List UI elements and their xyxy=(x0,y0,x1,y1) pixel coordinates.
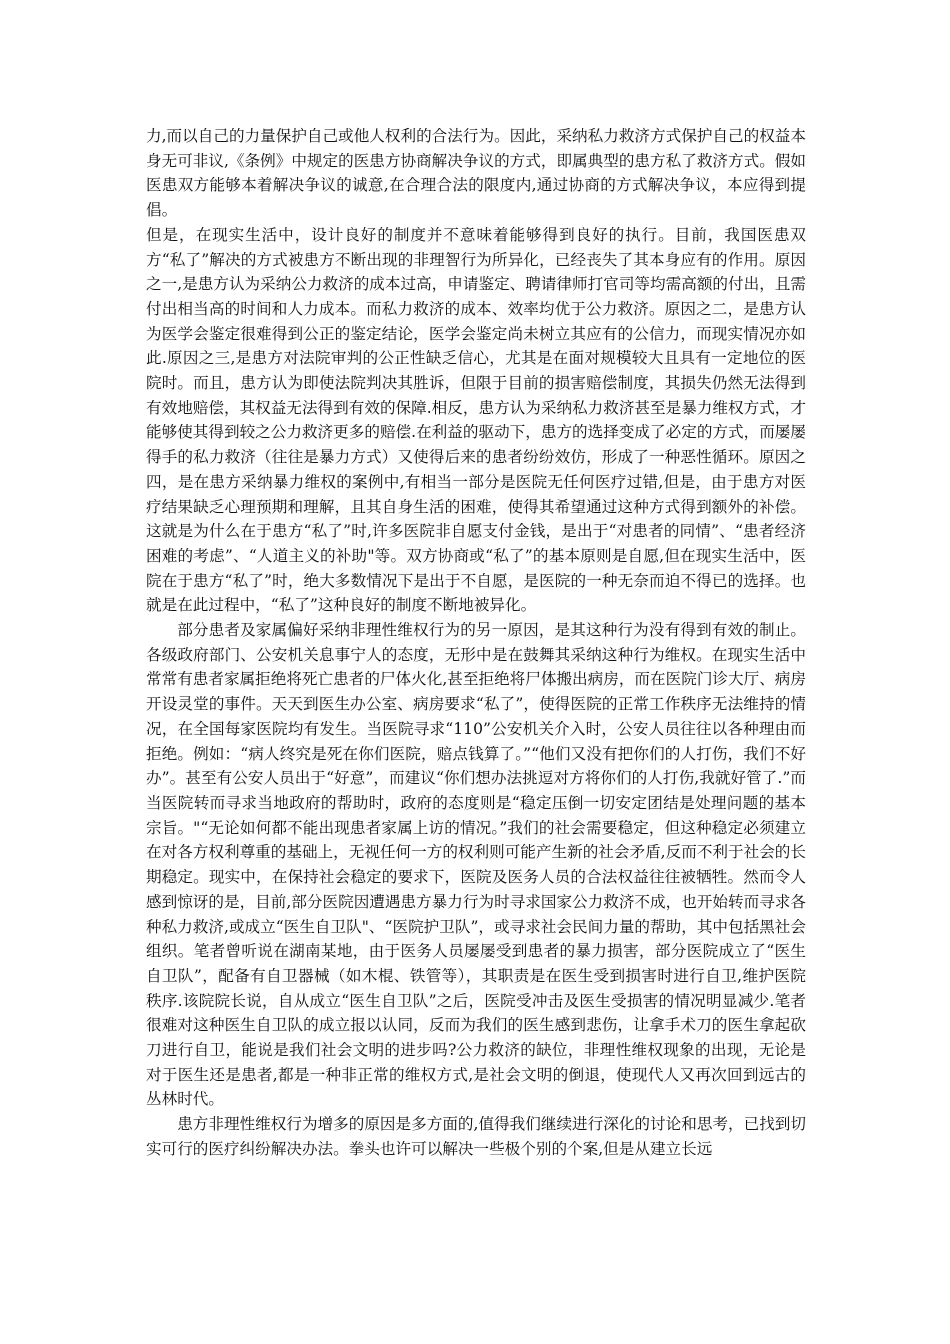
paragraph-2: 但是，在现实生活中，设计良好的制度并不意味着能够得到良好的执行。目前，我国医患双方“私了”解决的方式被患方不断出现的非理智行为所异化，已经丧失了其本身应有的作用。原因之一,是患方认为采纳公力救济的成本过高，申请鉴定、聘请律师打官司等均需高额的付出，且需付出相当高的时间和人力成本。而私力救济的成本、效率均优于公力救济。原因之二，是患方认为医学会鉴定很难得到公正的鉴定结论，医学会鉴定尚未树立其应有的公信力，而现实情况亦如此.原因之三,是患方对法院审判的公正性缺乏信心，尤其是在面对规模较大且具有一定地位的医院时。而且，患方认为即使法院判决其胜诉，但限于目前的损害赔偿制度，其损失仍然无法得到有效地赔偿，其权益无法得到有效的保障.相反，患方认为采纳私力救济甚至是暴力维权方式，才能够使其得到较之公力救济更多的赔偿.在利益的驱动下，患方的选择变成了必定的方式，而屡屡得手的私力救济（往往是暴力方式）又使得后来的患者纷纷效仿，形成了一种恶性循环。原因之四，是在患方采纳暴力维权的案例中,有相当一部分是医院无任何医疗过错,但是，由于患方对医疗结果缺乏心理预期和理解，且其自身生活的困难，使得其希望通过这种方式得到额外的补偿。这就是为什么在于患方“私了”时,许多医院非自愿支付金钱，是出于“对患者的同情”、“患者经济困难的考虑”、“人道主义的补助"等。双方协商或“私了”的基本原则是自愿,但在现实生活中，医院在于患方“私了”时，绝大多数情况下是出于不自愿，是医院的一种无奈而迫不得已的选择。也就是在此过程中，“私了”这种良好的制度不断地被异化。 xyxy=(146,225,806,615)
paragraph-4: 患方非理性维权行为增多的原因是多方面的,值得我们继续进行深化的讨论和思考，已找到切实可行的医疗纠纷解决办法。拳头也许可以解决一些极个别的个案,但是从建立长远 xyxy=(146,1115,806,1158)
paragraph-1: 力,而以自己的力量保护自己或他人权利的合法行为。因此，采纳私力救济方式保护自己的权益本身无可非议,《条例》中规定的医患方协商解决争议的方式，即属典型的患方私了救济方式。假如医患双方能够本着解决争议的诚意,在合理合法的限度内,通过协商的方式解决争议，本应得到提倡。 xyxy=(146,127,806,220)
document-body xyxy=(146,124,806,1162)
paragraph-3: 部分患者及家属偏好采纳非理性维权行为的另一原因，是其这种行为没有得到有效的制止。各级政府部门、公安机关息事宁人的态度，无形中是在鼓舞其采纳这种行为维权。在现实生活中常常有患者家属拒绝将死亡患者的尸体火化,甚至拒绝将尸体搬出病房，而在医院门诊大厅、病房开设灵堂的事件。天天到医生办公室、病房要求“私了”，使得医院的正常工作秩序无法维持的情况，在全国每家医院均有发生。当医院寻求“110”公安机关介入时，公安人员往往以各种理由而拒绝。例如：“病人终究是死在你们医院，赔点钱算了。”“他们又没有把你们的人打伤，我们不好办”。甚至有公安人员出于“好意”，而建议“你们想办法挑逗对方将你们的人打伤,我就好管了.”而当医院转而寻求当地政府的帮助时，政府的态度则是“稳定压倒一切安定团结是处理问题的基本宗旨。"“无论如何都不能出现患者家属上访的情况。”我们的社会需要稳定，但这种稳定必须建立在对各方权利尊重的基础上，无视任何一方的权利则可能产生新的社会矛盾,反而不利于社会的长期稳定。现实中，在保持社会稳定的要求下，医院及医务人员的合法权益往往被牺牲。然而令人感到惊讶的是，目前,部分医院因遭遇患方暴力行为时寻求国家公力救济不成，也开始转而寻求各种私力救济,或成立“医生自卫队"、“医院护卫队”，或寻求社会民间力量的帮助，其中包括黑社会组织。笔者曾听说在湖南某地，由于医务人员屡屡受到患者的暴力损害，部分医院成立了“医生自卫队”，配备有自卫器械（如木棍、铁管等），其职责是在医生受到损害时进行自卫,维护医院秩序.该院院长说，自从成立“医生自卫队”之后，医院受冲击及医生受损害的情况明显减少.笔者很难对这种医生自卫队的成立报以认同，反而为我们的医生感到悲伤，让拿手术刀的医生拿起砍刀进行自卫，能说是我们社会文明的进步吗?公力救济的缺位，非理性维权现象的出现，无论是对于医生还是患者,都是一种非正常的维权方式,是社会文明的倒退，使现代人又再次回到远古的丛林时代。 xyxy=(146,621,806,1109)
